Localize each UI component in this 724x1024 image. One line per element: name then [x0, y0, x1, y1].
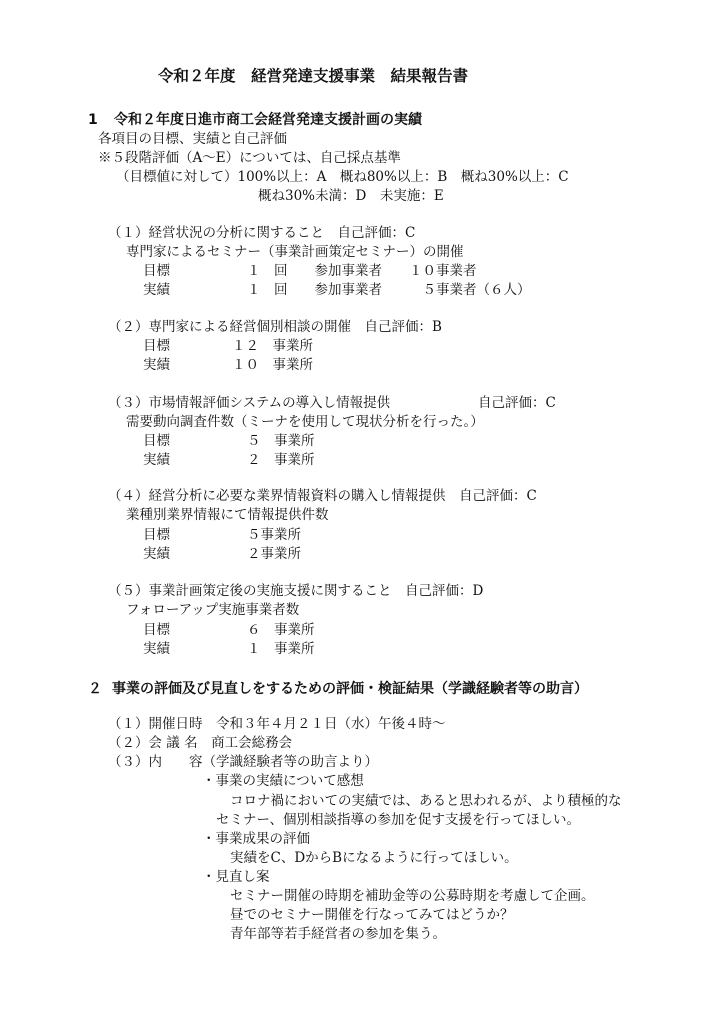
item2-heading: （２）専門家による経営個別相談の開催 自己評価：B	[108, 319, 442, 335]
bullet-evaluation: ・事業成果の評価	[202, 831, 310, 847]
impressions-text-2: セミナー、個別相談指導の参加を促す支援を行ってほしい。	[216, 812, 580, 828]
meeting-datetime: （１）開催日時 令和３年４月２１日（水）午後４時～	[108, 716, 446, 732]
section2-number: ２	[88, 681, 102, 697]
page-title: 令和２年度 経営発達支援事業 結果報告書	[158, 67, 469, 85]
revision-text-2: 昼でのセミナー開催を行なってみてはどうか？	[230, 907, 514, 923]
item4-description: 業種別業界情報にて情報提供件数	[126, 507, 329, 523]
item1-heading: （１）経営状況の分析に関すること 自己評価：C	[108, 225, 416, 241]
item3-heading: （３）市場情報評価システムの導入し情報提供	[108, 395, 391, 411]
item4-target-value: ５事業所	[247, 527, 301, 543]
impressions-text-1: コロナ禍においての実績では、あると思われるが、より積極的な	[230, 793, 622, 809]
item1-target-value: １ 回 参加事業者 １０事業者	[247, 263, 477, 279]
revision-text-1: セミナー開催の時期を補助金等の公募時期を考慮して企画。	[230, 888, 595, 904]
item2-target-value: １２ 事業所	[232, 338, 313, 354]
item4-actual-label: 実績	[143, 546, 170, 562]
item2-actual-value: １０ 事業所	[232, 357, 313, 373]
item1-target-label: 目標	[143, 263, 170, 279]
item2-actual-label: 実績	[143, 357, 170, 373]
item4-actual-value: ２事業所	[247, 546, 301, 562]
section2-heading: 事業の評価及び見直しをするための評価・検証結果（学識経験者等の助言）	[112, 681, 588, 697]
item4-target-label: 目標	[143, 527, 170, 543]
rating-criteria-line2: （目標値に対して）100%以上：A 概ね80%以上：B 概ね30%以上：C	[116, 169, 569, 185]
meeting-content: （３）内 容（学識経験者等の助言より）	[108, 754, 378, 770]
evaluation-text: 実績をC、DからBになるように行ってほしい。	[230, 850, 518, 866]
item5-actual-label: 実績	[143, 641, 170, 657]
item5-heading: （５）事業計画策定後の実施支援に関すること 自己評価：D	[108, 583, 484, 599]
item3-rating: 自己評価：C	[478, 395, 556, 411]
item3-target-label: 目標	[143, 433, 170, 449]
item1-actual-label: 実績	[143, 282, 170, 298]
item1-actual-value: １ 回 参加事業者 ５事業者（６人）	[247, 282, 531, 298]
meeting-name: （２）会 議 名 商工会総務会	[108, 735, 293, 751]
bullet-impressions: ・事業の実績について感想	[202, 773, 364, 789]
item5-description: フォローアップ実施事業者数	[126, 602, 300, 618]
item5-actual-value: １ 事業所	[247, 641, 315, 657]
section1-heading: 令和２年度日進市商工会経営発達支援計画の実績	[114, 112, 422, 128]
section1-number: 1	[88, 112, 98, 128]
item5-target-label: 目標	[143, 622, 170, 638]
revision-text-3: 青年部等若手経営者の参加を集う。	[230, 926, 446, 942]
bullet-revision: ・見直し案	[202, 869, 270, 885]
item3-description: 需要動向調査件数（ミーナを使用して現状分析を行った。）	[126, 414, 484, 430]
item1-description: 専門家によるセミナー（事業計画策定セミナー）の開催	[126, 244, 464, 260]
item3-target-value: ５ 事業所	[247, 433, 315, 449]
rating-criteria-line3: 概ね30%未満：D 未実施：E	[258, 188, 444, 204]
item3-actual-label: 実績	[143, 452, 170, 468]
rating-criteria-line1: ※５段階評価（A～E）については、自己採点基準	[98, 150, 401, 166]
item3-actual-value: ２ 事業所	[247, 452, 315, 468]
item4-heading: （４）経営分析に必要な業界情報資料の購入し情報提供 自己評価：C	[108, 488, 537, 504]
item2-target-label: 目標	[143, 338, 170, 354]
item5-target-value: ６ 事業所	[247, 622, 315, 638]
section1-intro: 各項目の目標、実績と自己評価	[98, 131, 287, 147]
